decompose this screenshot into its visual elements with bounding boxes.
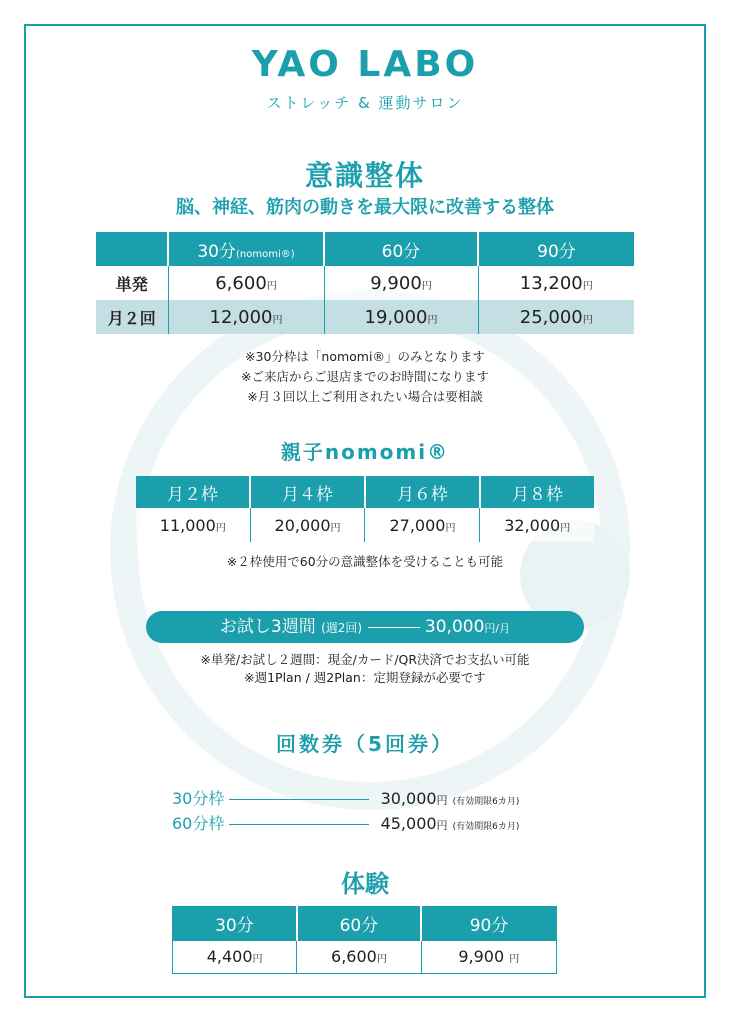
trial-notes: ※単発/お試し２週間：現金/カード/QR決済でお支払い可能 ※週1Plan / 週2Plan：定期登録が必要です	[200, 652, 530, 685]
header: 月４枠	[250, 476, 365, 508]
oyako-note: ※２枠使用で60分の意識整体を受けることも可能	[226, 554, 504, 569]
tickets-title: 回数券（5回券）	[276, 732, 454, 756]
header: 月２枠	[136, 476, 250, 508]
row-label: 単発	[96, 266, 168, 300]
seitai-notes: ※30分枠は「nomomi®」のみとなります ※ご来店からご退店までのお時間になります ※月３回以上ご利用されたい場合は要相談	[241, 349, 489, 404]
header-30: 30分(nomomi®)	[168, 232, 324, 266]
header: 90分	[421, 907, 556, 941]
ticket-item: 60分枠 45,000円 (有効期限6カ月)	[172, 814, 520, 833]
header-60: 60分	[324, 232, 478, 266]
header: 30分	[173, 907, 297, 941]
table-row: 単発 6,600円 9,900円 13,200円	[96, 266, 634, 300]
seitai-title: 意識整体	[304, 159, 425, 192]
table-row: 4,400円 6,600円 9,900 円	[173, 941, 557, 974]
header: 月８枠	[480, 476, 594, 508]
oyako-price-table	[136, 476, 594, 542]
logo: YAO LABO	[251, 44, 479, 85]
header-90: 90分	[478, 232, 634, 266]
oyako-title: 親子nomomi®	[280, 440, 450, 464]
row-label: 月２回	[96, 300, 168, 334]
header: 60分	[297, 907, 421, 941]
header-empty	[96, 232, 168, 266]
trial-banner: お試し3週間 (週2回) 30,000円/月	[146, 611, 584, 643]
header: 月６枠	[365, 476, 480, 508]
seitai-price-table	[96, 232, 634, 334]
ticket-item: 30分枠 30,000円 (有効期限6カ月)	[172, 789, 520, 808]
table-row: 月２回 12,000円 19,000円 25,000円	[96, 300, 634, 334]
table-row: 11,000円 20,000円 27,000円 32,000円	[136, 508, 594, 542]
tagline: ストレッチ & 運動サロン	[266, 94, 464, 112]
taiken-title: 体験	[341, 870, 389, 898]
taiken-price-table	[172, 906, 557, 974]
seitai-subtitle: 脳、神経、筋肉の動きを最大限に改善する整体	[176, 197, 554, 218]
